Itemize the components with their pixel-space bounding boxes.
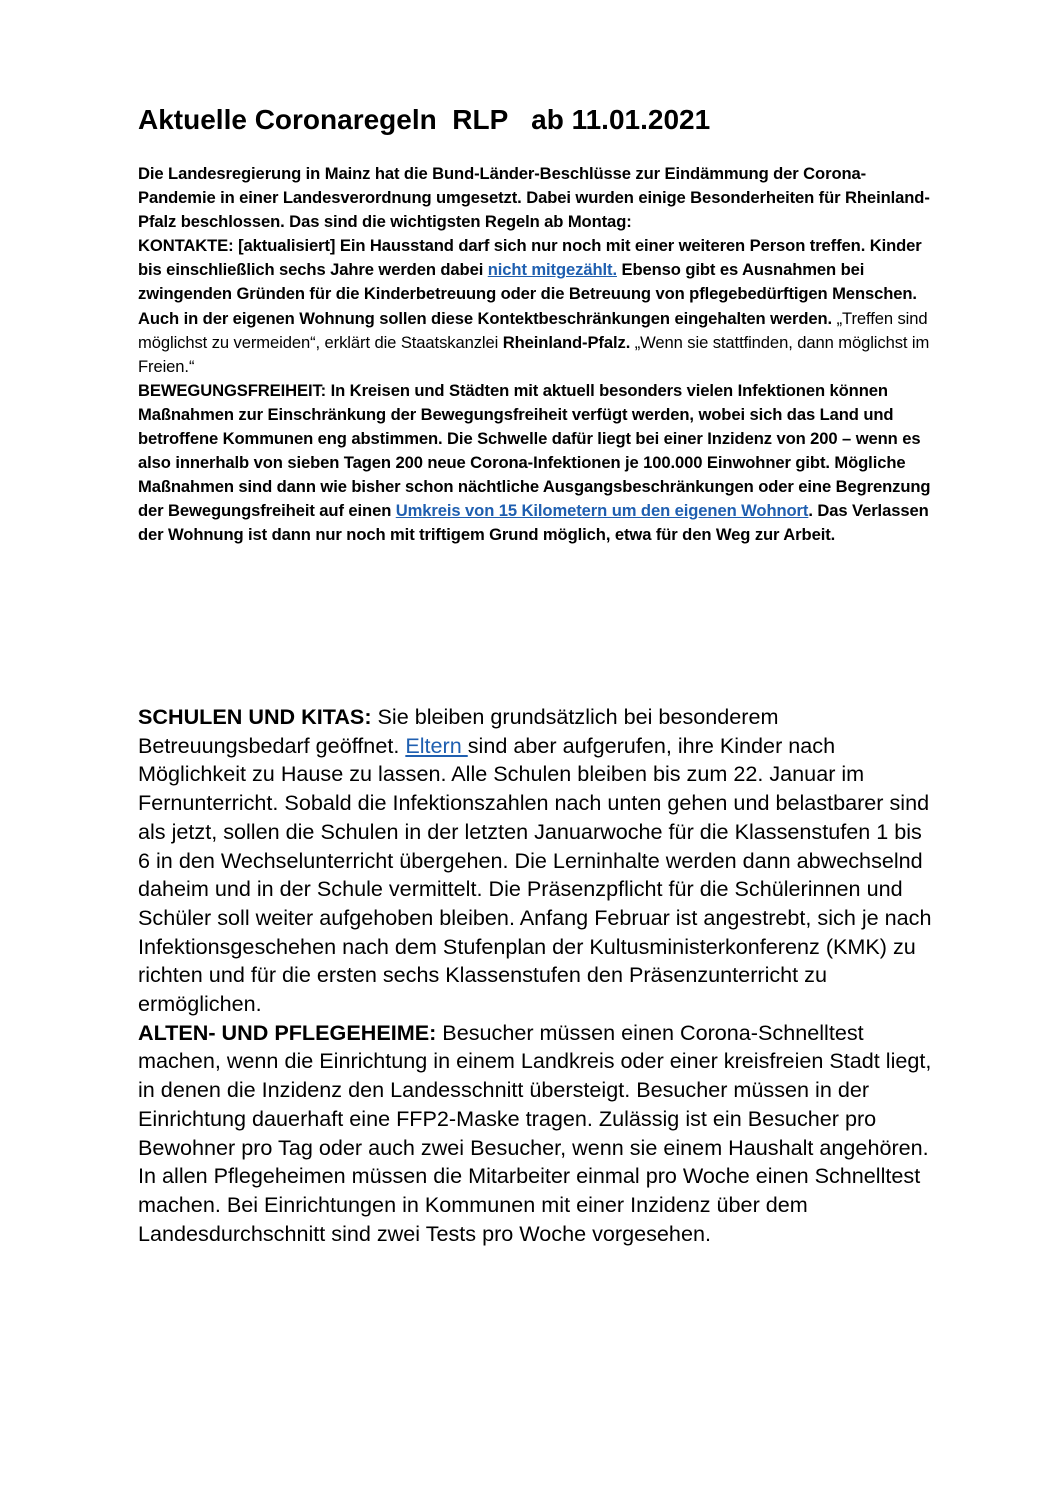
body-section [138, 703, 938, 1248]
schulen-text-continued: sind aber aufgerufen, ihre Kinder nach Möglichkeit zu Hause zu lassen. Alle Schulen bleiben bis zum 22. Januar im Fernunterricht. Sobald die Infektionszahlen nach unten gehen und belastbarer sind als jetzt, sollen die Schulen in der letzten Januarwoche für die Klassenstufen 1 bis 6 in den Wechselunterricht übergehen. Die Lerninhalte werden dann abwechselnd daheim und in der Schule vermittelt. Die Präsenzpflicht für die Schülerinnen und Schüler soll weiter aufgehoben bleiben. Anfang Februar ist angestrebt, sich je nach Infektionsgeschehen nach dem Stufenplan der Kultusministerkonferenz (KMK) zu richten und für die ersten sechs Klassenstufen den Präsenzunterricht zu ermöglichen. [138, 732, 932, 1017]
bewegungsfreiheit-paragraph [138, 379, 938, 548]
heime-text: Besucher müssen einen Corona-Schnelltest machen, wenn die Einrichtung in einem Landkreis oder einer kreisfreien Stadt liegt, in denen die Inzidenz den Landesschnitt übersteigt. Besucher müssen in der Einrichtung dauerhaft eine FFP2-Maske tragen. Zulässig ist ein Besucher pro Bewohner pro Tag oder auch zwei Besucher, wenn sie einem Haushalt angehören. In allen Pflegeheimen müssen die Mitarbeiter einmal pro Woche einen Schnelltest machen. Bei Einrichtungen in Kommunen mit einer Inzidenz über dem Landesdurchschnitt sind zwei Tests pro Woche vorgesehen. [138, 1019, 932, 1246]
kontakte-paragraph [138, 234, 938, 379]
nicht-mitgezaehlt-link[interactable]: nicht mitgezählt. [487, 260, 617, 280]
eltern-link[interactable]: Eltern [405, 732, 468, 758]
kontakte-text: KONTAKTE: [aktualisiert] Ein Hausstand darf sich nur noch mit einer weiteren Person treffen. Kinder bis einschließlich sechs Jahre werden dabei [138, 236, 922, 280]
kontakte-quote-1: „Treffen sind möglichst zu vermeiden“, erklärt die Staatskanzlei [138, 308, 928, 352]
schulen-heading: SCHULEN UND KITAS: [138, 704, 372, 729]
kontakte-text-end: Rheinland-Pfalz. [498, 332, 635, 352]
heime-paragraph [138, 1019, 938, 1249]
page-title: Aktuelle Coronaregeln RLP ab 11.01.2021 [138, 104, 711, 135]
bewegungsfreiheit-text-end: . Das Verlassen der Wohnung ist dann nur noch mit triftigem Grund möglich, etwa für den Weg zur Arbeit. [138, 501, 929, 545]
bewegungsfreiheit-text: BEWEGUNGSFREIHEIT: In Kreisen und Städten mit aktuell besonders vielen Infektionen können Maßnahmen zur Einschränkung der Bewegungsfreiheit verfügt werden, wobei sich das Land und betroffene Kommunen eng abstimmen. Die Schwelle dafür liegt bei einer Inzidenz von 200 – wenn es also innerhalb von sieben Tagen 200 neue Corona-Infektionen je 100.000 Einwohner gibt. Mögliche Maßnahmen sind dann wie bisher schon nächtliche Ausgangsbeschränkungen oder eine Begrenzung der Bewegungsfreiheit auf einen [138, 380, 931, 521]
kontakte-text-continued: Ebenso gibt es Ausnahmen bei zwingenden Gründen für die Kinderbetreuung oder die Betreuung von pflegebedürftigen Menschen. Auch in der eigenen Wohnung sollen diese Kontektbeschränkungen eingehalten werden. [138, 260, 917, 328]
kontakte-quote-2: „Wenn sie stattfinden, dann möglichst im Freien.“ [138, 332, 930, 376]
intro-section [138, 162, 938, 548]
heime-heading: ALTEN- UND PFLEGEHEIME: [138, 1019, 437, 1045]
schulen-paragraph [138, 703, 938, 1019]
schulen-text: Sie bleiben grundsätzlich bei besonderem Betreuungsbedarf geöffnet. [138, 704, 779, 758]
umkreis-link[interactable]: Umkreis von 15 Kilometern um den eigenen Wohnort [395, 501, 809, 521]
intro-paragraph: Die Landesregierung in Mainz hat die Bund-Länder-Beschlüsse zur Eindämmung der Corona-Pandemie in einer Landesverordnung umgesetzt. Dabei wurden einige Besonderheiten für Rheinland-Pfalz beschlossen. Das sind die wichtigsten Regeln ab Montag: [138, 164, 930, 232]
